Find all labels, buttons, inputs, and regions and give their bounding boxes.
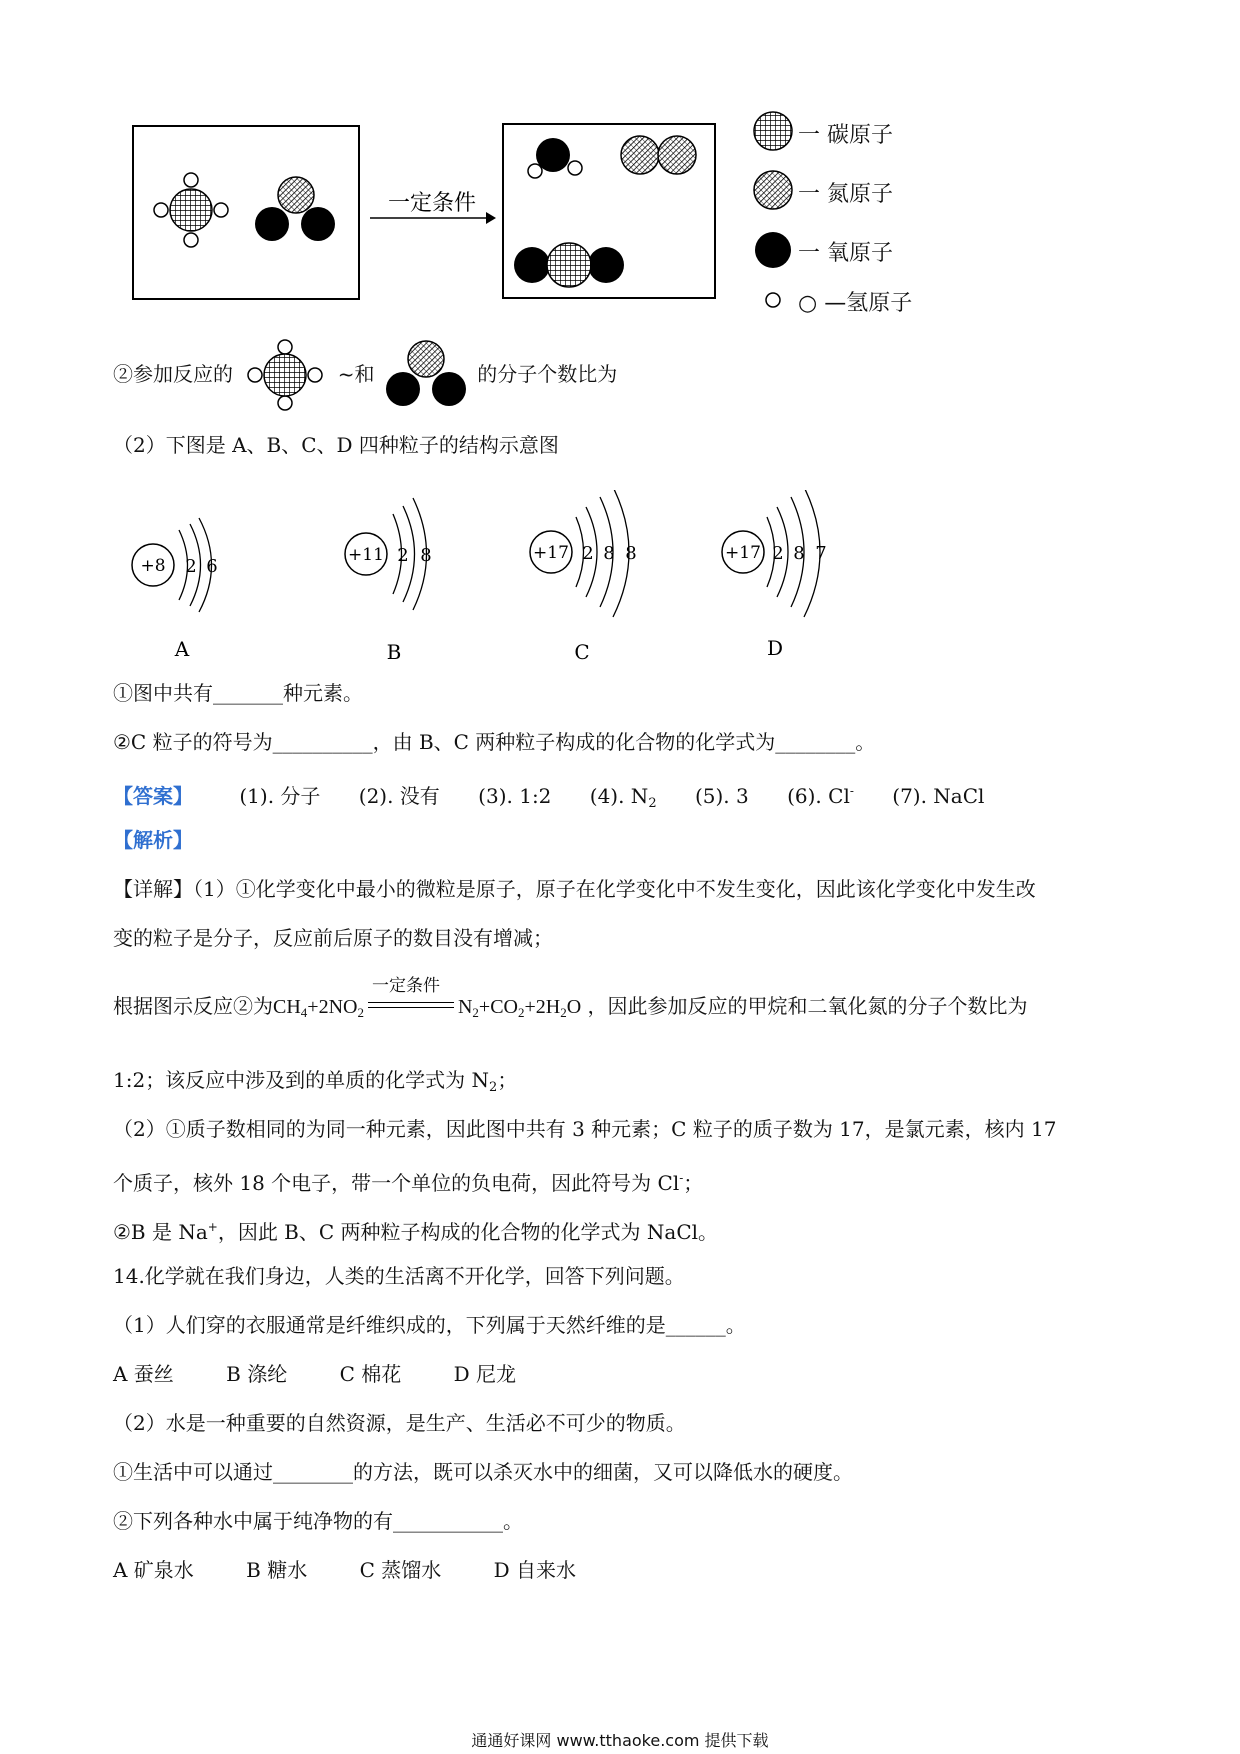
q14-p1: （1）人们穿的衣服通常是纤维织成的，下列属于天然纤维的是______。 <box>113 1313 746 1337</box>
equation-condition: 一定条件 <box>371 976 440 996</box>
particle-c-shell-3: 8 <box>625 543 637 564</box>
answer-5: (5). 3 <box>694 784 749 808</box>
q14-p1-options <box>113 1362 562 1386</box>
footer: 通通好课网 www.tthaoke.com 提供下载 <box>471 1731 769 1750</box>
particle-a-label: A <box>174 637 190 661</box>
option-d: D 尼龙 <box>453 1362 517 1386</box>
answer-2: (2). 没有 <box>358 784 440 808</box>
ratio-suffix: 的分子个数比为 <box>477 362 618 386</box>
answer-6: (6). Cl- <box>787 784 854 808</box>
answer-4: (4). $N_2$ <box>589 784 657 811</box>
particle-A <box>132 518 218 661</box>
answer-line <box>113 779 1016 816</box>
option-a: A 蚕丝 <box>113 1362 174 1386</box>
particle-d-shell-2: 8 <box>793 543 805 564</box>
equation-prefix: 根据图示反应②为 <box>113 994 273 1018</box>
legend-hydrogen: ○ —氢原子 <box>798 291 913 316</box>
q2-intro: （2）下图是 A、B、C、D 四种粒子的结构示意图 <box>113 433 559 457</box>
answer-1: (1). 分子 <box>239 784 321 808</box>
answer-tag: 【答案】 <box>113 784 193 808</box>
option-b: B 涤纶 <box>226 1362 288 1386</box>
legend-carbon: 一 碳原子 <box>798 123 893 148</box>
particle-d-shell-3: 7 <box>815 543 827 564</box>
ratio-prefix: ②参加反应的 <box>113 362 233 386</box>
equation-arrow <box>368 976 454 1011</box>
particle-b-shell-1: 2 <box>397 545 409 566</box>
detail-line-6: 个质子，核外 18 个电子，带一个单位的负电荷，因此符号为 Cl-； <box>113 1171 704 1195</box>
detail-line-4: 1:2；该反应中涉及到的单质的化学式为 $N_2$； <box>113 1068 518 1095</box>
detail-line-7: ②B 是 Na+，因此 B、C 两种粒子构成的化合物的化学式为 NaCl。 <box>113 1220 719 1244</box>
particle-D <box>722 490 827 660</box>
q14-p2-2: ②下列各种水中属于纯净物的有___________。 <box>113 1509 523 1533</box>
q14-p2: （2）水是一种重要的自然资源，是生产、生活必不可少的物质。 <box>113 1411 686 1435</box>
option-d: D 自来水 <box>493 1558 577 1582</box>
answer-3: (3). 1:2 <box>478 784 552 808</box>
option-a: A 矿泉水 <box>113 1558 194 1582</box>
option-c: C 棉花 <box>339 1362 402 1386</box>
particle-d-nucleus: +17 <box>725 543 761 563</box>
equation: $CH_4+2NO_2$ 一定条件 $N_2+CO_2+2H_2O$ <box>273 976 582 1020</box>
particle-C <box>530 490 637 664</box>
particle-c-shell-1: 2 <box>582 543 594 564</box>
no2-molecule-icon <box>381 337 471 415</box>
q14-p2-1: ①生活中可以通过________的方法，既可以杀灭水中的细菌，又可以降低水的硬度。 <box>113 1460 853 1484</box>
particle-c-label: C <box>574 640 590 664</box>
q2-2: ②C 粒子的符号为__________，由 B、C 两种粒子构成的化合物的化学式为________。 <box>113 730 876 754</box>
legend-nitrogen: 一 氮原子 <box>798 182 893 207</box>
particle-d-label: D <box>766 636 784 660</box>
arrow-label: 一定条件 <box>387 191 477 216</box>
q14-title: 14.化学就在我们身边，人类的生活离不开化学，回答下列问题。 <box>113 1264 685 1288</box>
particle-b-shell-2: 8 <box>420 545 432 566</box>
particle-c-nucleus: +17 <box>533 543 569 563</box>
particle-b-label: B <box>386 640 402 664</box>
detail-line-1: 【详解】（1）①化学变化中最小的微粒是原子，原子在化学变化中不发生变化，因此该化学变化中发生改 <box>113 877 1036 901</box>
particle-structures <box>110 490 830 670</box>
particle-b-nucleus: +11 <box>348 545 384 565</box>
particle-a-nucleus: +8 <box>140 556 166 576</box>
particle-d-shell-1: 2 <box>772 543 784 564</box>
detail-line-5: （2）①质子数相同的为同一种元素，因此图中共有 3 种元素；C 粒子的质子数为 17，是氯元素，核内 17 <box>113 1117 1057 1141</box>
legend-oxygen: 一 氧原子 <box>798 241 893 266</box>
ratio-question <box>113 362 617 386</box>
particle-a-shell-2: 6 <box>206 556 218 577</box>
option-b: B 糖水 <box>246 1558 308 1582</box>
analysis-tag: 【解析】 <box>113 828 193 852</box>
equation-suffix: ，因此参加反应的甲烷和二氧化氮的分子个数比为 <box>587 994 1028 1018</box>
option-c: C 蒸馏水 <box>359 1558 442 1582</box>
ratio-mid: ~和 <box>337 362 375 386</box>
particle-a-shell-1: 2 <box>185 556 197 577</box>
ch4-molecule-icon <box>239 337 331 415</box>
equation-line <box>113 976 1028 1025</box>
q2-1: ①图中共有_______种元素。 <box>113 681 363 705</box>
particle-c-shell-2: 8 <box>603 543 615 564</box>
answer-7: (7). NaCl <box>892 784 985 808</box>
q14-p2-options <box>113 1558 622 1582</box>
particle-B <box>345 498 432 664</box>
detail-line-2: 变的粒子是分子，反应前后原子的数目没有增减； <box>113 926 553 950</box>
